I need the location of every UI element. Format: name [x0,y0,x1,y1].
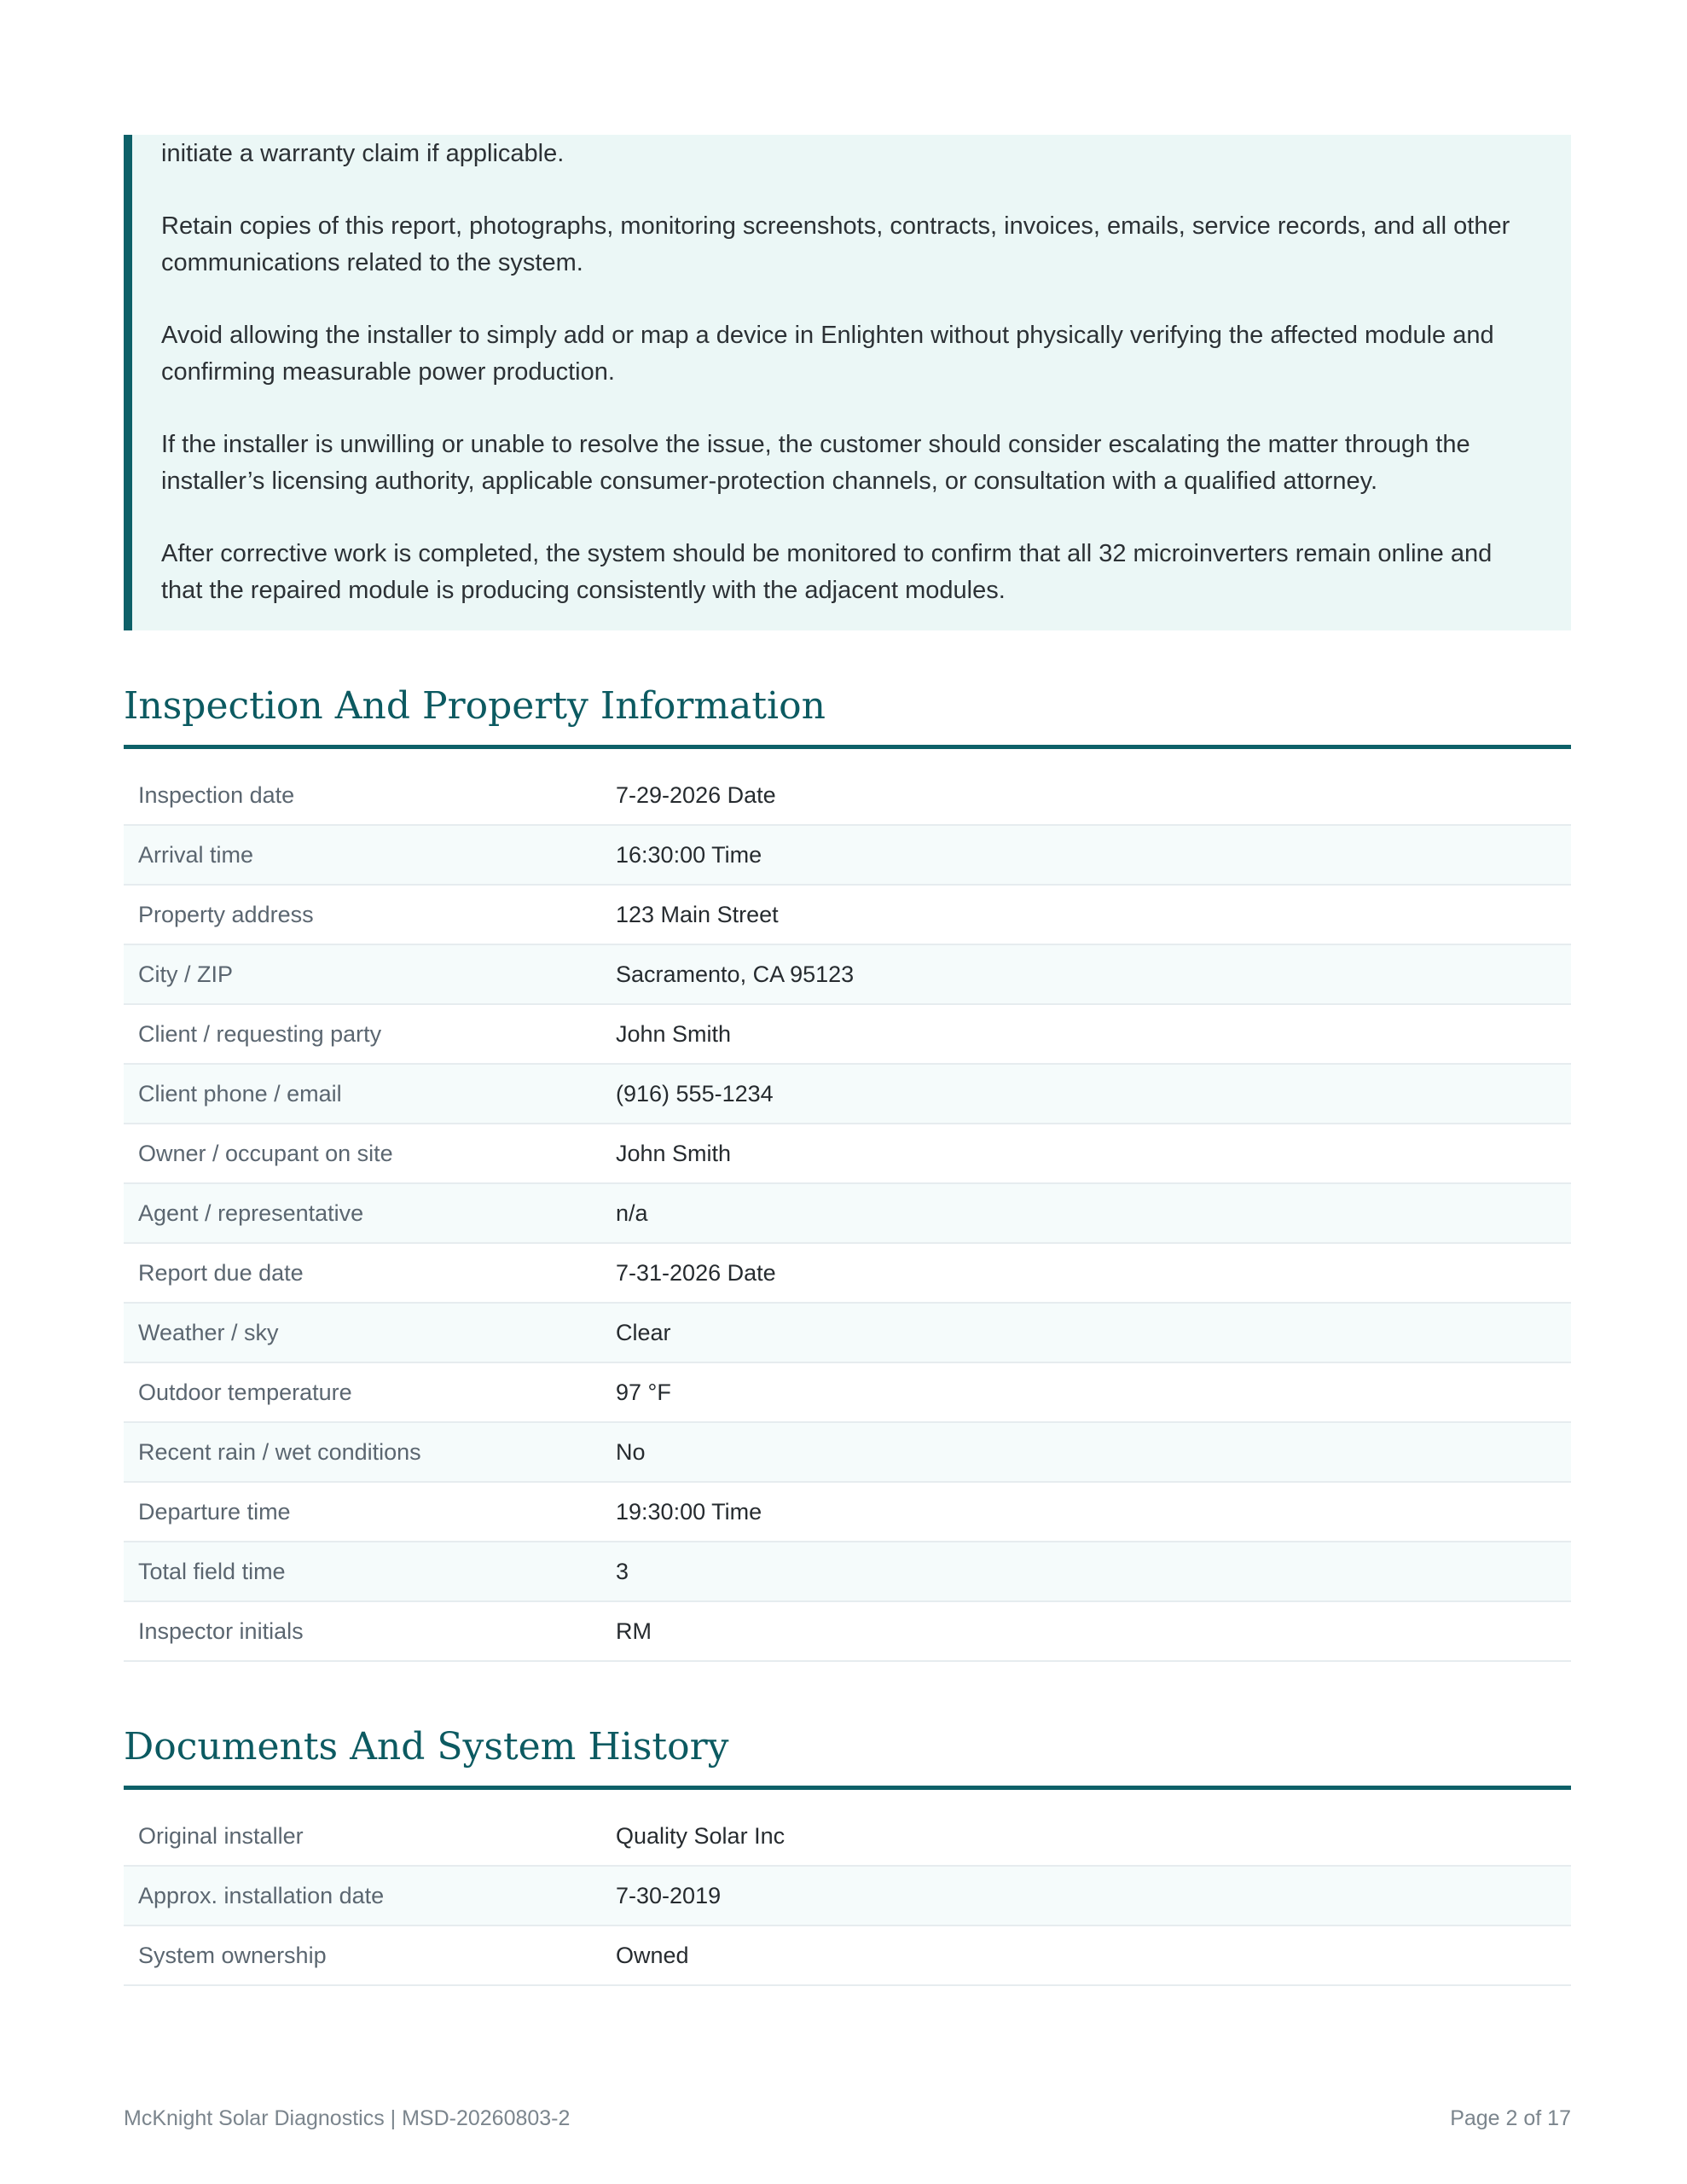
table-row [124,1602,1571,1662]
documents-info-table [124,1807,1571,1986]
row-value: No [616,1438,646,1465]
row-label: Arrival time [138,841,254,868]
row-value: 19:30:00 Time [616,1498,762,1525]
table-row [124,1363,1571,1423]
row-label: Property address [138,901,314,927]
callout-paragraph: After corrective work is completed, the system should be monitored to confirm that all 32 microinverters remain online and that the repaired module is producing consistently with the adjacent modules. [161,540,1493,604]
table-row [124,886,1571,945]
row-label: Original installer [138,1822,304,1849]
row-label: Approx. installation date [138,1882,385,1908]
table-row [124,1304,1571,1363]
row-label: Inspection date [138,781,295,808]
row-label: Weather / sky [138,1319,279,1345]
row-value: 97 °F [616,1379,671,1405]
table-row [124,1124,1571,1184]
row-label: Inspector initials [138,1618,304,1644]
table-row [124,1065,1571,1124]
row-label: Owner / occupant on site [138,1140,393,1166]
callout-paragraph: initiate a warranty claim if applicable. [161,140,565,167]
row-value: 123 Main Street [616,901,779,927]
inspection-section-title: Inspection And Property Information [124,684,826,728]
row-label: System ownership [138,1942,327,1968]
footer-company-report-id: McKnight Solar Diagnostics | MSD-20260803-2 [124,2106,571,2130]
row-value: 3 [616,1558,629,1584]
row-value: (916) 555-1234 [616,1080,774,1107]
section-divider [124,745,1571,749]
table-row [124,1542,1571,1602]
row-label: Outdoor temperature [138,1379,352,1405]
table-row [124,1926,1571,1986]
table-row [124,945,1571,1005]
section-divider [124,1786,1571,1790]
table-row [124,1867,1571,1926]
row-value: Quality Solar Inc [616,1822,786,1849]
row-label: Departure time [138,1498,291,1525]
row-value: Owned [616,1942,689,1968]
table-row [124,1244,1571,1304]
table-row [124,826,1571,886]
callout-paragraph: If the installer is unwilling or unable to resolve the issue, the customer should consider escalating the matter through the installer’s licensing authority, applicable consumer-protection channels, or consultation with a qualified attorney. [161,431,1470,495]
row-value: RM [616,1618,652,1644]
table-row [124,766,1571,826]
row-value: 7-29-2026 Date [616,781,776,808]
callout-paragraph: Retain copies of this report, photographs, monitoring screenshots, contracts, invoices, emails, service records, and all other communications related to the system. [161,212,1510,276]
row-label: Recent rain / wet conditions [138,1438,421,1465]
row-label: Client / requesting party [138,1020,382,1047]
row-value: Clear [616,1319,671,1345]
row-value: Sacramento, CA 95123 [616,961,855,987]
row-value: 16:30:00 Time [616,841,762,868]
table-row [124,1005,1571,1065]
row-label: Total field time [138,1558,286,1584]
row-label: City / ZIP [138,961,234,987]
row-label: Report due date [138,1259,304,1286]
table-row [124,1423,1571,1483]
callout-paragraph: Avoid allowing the installer to simply add or map a device in Enlighten without physically verifying the affected module and confirming measurable power production. [161,322,1494,386]
row-value: John Smith [616,1140,732,1166]
row-value: 7-30-2019 [616,1882,722,1908]
row-value: 7-31-2026 Date [616,1259,776,1286]
table-row [124,1807,1571,1867]
table-row [124,1483,1571,1542]
row-value: John Smith [616,1020,732,1047]
row-label: Agent / representative [138,1199,364,1226]
row-value: n/a [616,1199,648,1226]
inspection-info-table [124,766,1571,1662]
recommendations-callout [124,135,1571,630]
documents-section-title: Documents And System History [124,1725,729,1769]
row-label: Client phone / email [138,1080,342,1107]
table-row [124,1184,1571,1244]
footer-page-number: Page 2 of 17 [1450,2106,1571,2130]
